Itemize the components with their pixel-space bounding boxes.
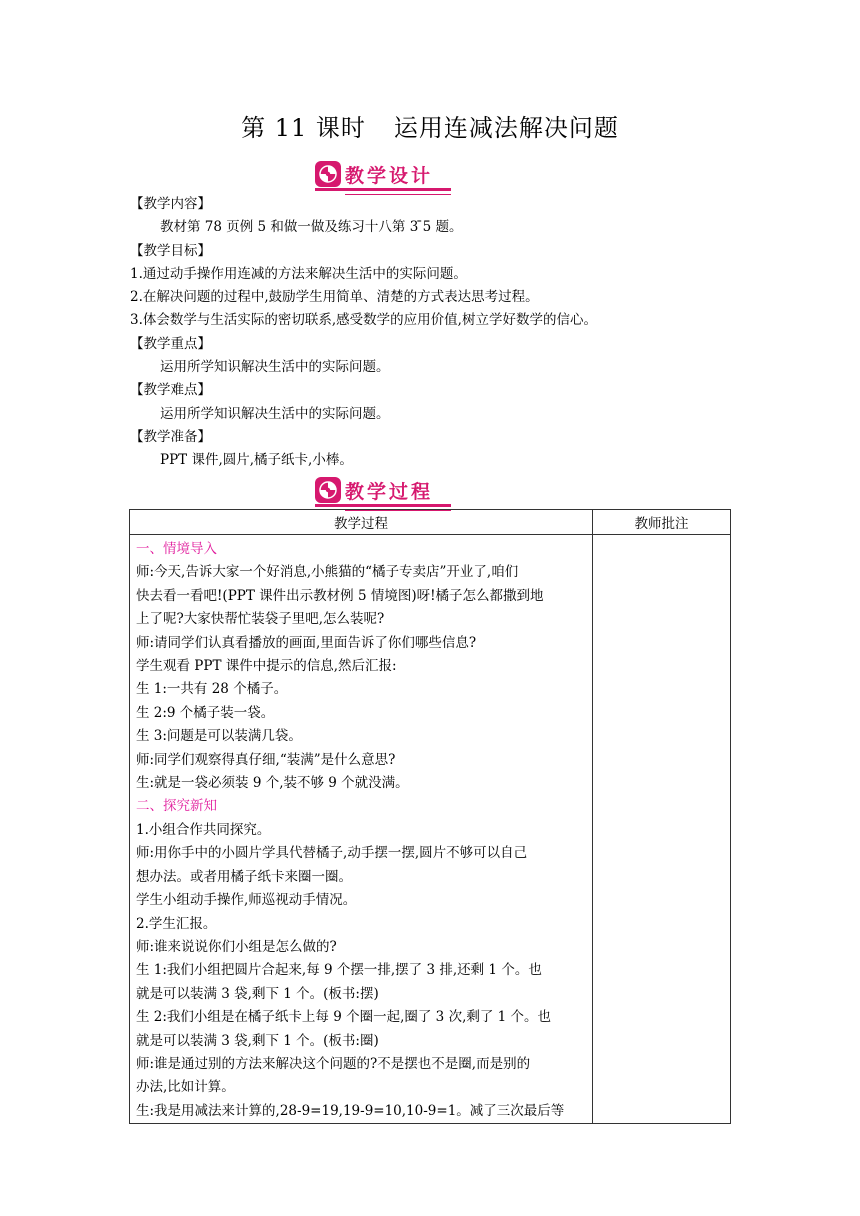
process-line: 办法,比如计算。 <box>136 1079 235 1096</box>
design-line: 1.通过动手操作用连减的方法来解决生活中的实际问题。 <box>130 265 467 282</box>
design-line: 【教学难点】 <box>130 382 211 399</box>
design-line: PPT 课件,圆片,橘子纸卡,小棒。 <box>160 452 353 469</box>
process-line: 生:我是用减法来计算的,28-9=19,19-9=10,10-9=1。减了三次最后等 <box>136 1102 565 1119</box>
process-line: 师:谁是通过别的方法来解决这个问题的?不是摆也不是圈,而是别的 <box>136 1055 531 1072</box>
design-line: 运用所学知识解决生活中的实际问题。 <box>160 405 390 422</box>
page-title <box>0 108 860 143</box>
banner-label: 教学过程 <box>345 480 434 503</box>
design-line: 运用所学知识解决生活中的实际问题。 <box>160 359 390 376</box>
design-line: 【教学重点】 <box>130 335 211 352</box>
design-line: 【教学准备】 <box>130 428 211 445</box>
lesson-number: 第 11 课时 <box>241 114 366 142</box>
table-header-notes: 教师批注 <box>593 510 731 535</box>
process-line: 学生观看 PPT 课件中提示的信息,然后汇报: <box>136 658 397 675</box>
process-line: 师:请同学们认真看播放的画面,里面告诉了你们哪些信息? <box>136 634 477 651</box>
process-line: 生 2:9 个橘子装一袋。 <box>136 704 275 721</box>
process-line: 师:今天,告诉大家一个好消息,小熊猫的“橘子专卖店”开业了,咱们 <box>136 564 519 581</box>
process-line: 师:谁来说说你们小组是怎么做的? <box>136 938 337 955</box>
swirl-logo-icon <box>315 161 341 187</box>
process-line: 生 1:我们小组把圆片合起来,每 9 个摆一排,摆了 3 排,还剩 1 个。也 <box>136 962 542 979</box>
process-line: 师:同学们观察得真仔细,“装满”是什么意思? <box>136 751 396 768</box>
process-line: 生:就是一袋必须装 9 个,装不够 9 个就没满。 <box>136 775 409 792</box>
process-table <box>129 509 731 1124</box>
section-heading: 一、情境导入 <box>136 541 217 557</box>
design-line: 【教学目标】 <box>130 242 211 259</box>
process-line: 师:用你手中的小圆片学具代替橘子,动手摆一摆,圆片不够可以自己 <box>136 845 528 862</box>
design-line: 2.在解决问题的过程中,鼓励学生用简单、清楚的方式表达思考过程。 <box>130 289 539 306</box>
process-line: 学生小组动手操作,师巡视动手情况。 <box>136 892 357 909</box>
table-header-process: 教学过程 <box>130 510 593 535</box>
process-line: 就是可以装满 3 袋,剩下 1 个。(板书:摆) <box>136 985 379 1002</box>
design-line: 3.体会数学与生活实际的密切联系,感受数学的应用价值,树立学好数学的信心。 <box>130 312 597 329</box>
lesson-topic: 运用连减法解决问题 <box>393 114 619 142</box>
section-banner-process <box>315 476 451 504</box>
process-line: 生 2:我们小组是在橘子纸卡上每 9 个圈一起,圈了 3 次,剩了 1 个。也 <box>136 1009 552 1026</box>
process-line: 就是可以装满 3 袋,剩下 1 个。(板书:圈) <box>136 1032 379 1049</box>
banner-label: 教学设计 <box>345 164 434 187</box>
design-line: 教材第 78 页例 5 和做一做及练习十八第 3 ̄5 题。 <box>160 219 463 236</box>
section-banner-design <box>315 160 451 188</box>
notes-cell <box>593 535 731 1124</box>
process-line: 生 1:一共有 28 个橘子。 <box>136 681 288 698</box>
process-cell <box>130 535 593 1124</box>
section-heading: 二、探究新知 <box>136 798 217 815</box>
process-line: 上了呢?大家快帮忙装袋子里吧,怎么装呢? <box>136 611 385 628</box>
process-line: 2.学生汇报。 <box>136 915 217 932</box>
design-line: 【教学内容】 <box>130 196 211 212</box>
design-content <box>130 193 730 473</box>
process-line: 想办法。或者用橘子纸卡来圈一圈。 <box>136 868 352 885</box>
process-line: 生 3:问题是可以装满几袋。 <box>136 728 302 745</box>
swirl-logo-icon <box>315 477 341 503</box>
process-line: 快去看一看吧!(PPT 课件出示教材例 5 情境图)呀!橘子怎么都撒到地 <box>136 587 544 604</box>
process-line: 1.小组合作共同探究。 <box>136 821 271 838</box>
